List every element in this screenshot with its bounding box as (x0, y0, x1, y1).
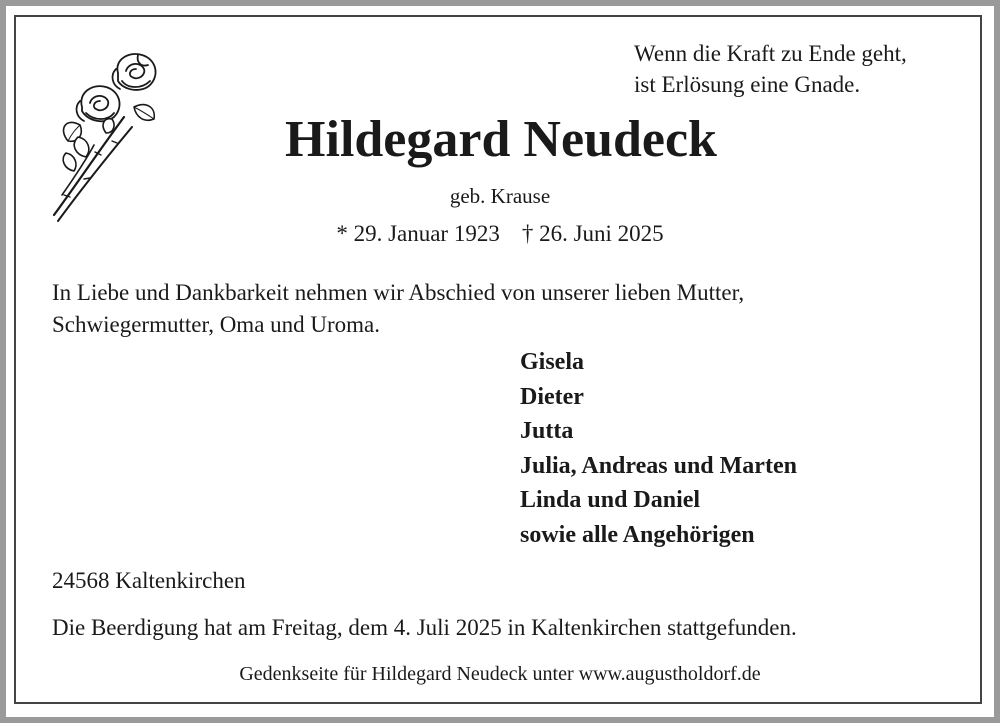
birth-name: geb. Krause (449, 184, 551, 208)
quote-line-2: ist Erlösung eine Gnade. (634, 72, 861, 97)
birth-date: * 29. Januar 1923 (336, 221, 500, 246)
mourner: Gisela (520, 349, 584, 375)
memorial-page-notice: Gedenkseite für Hildegard Neudeck unter www.augustholdorf.de (239, 663, 761, 685)
upper-rose (113, 54, 156, 90)
death-date: † 26. Juni 2025 (521, 221, 664, 246)
mourner: Jutta (520, 418, 574, 444)
deceased-name: Hildegard Neudeck (285, 111, 717, 168)
quote-line-1: Wenn die Kraft zu Ende geht, (634, 41, 907, 66)
location: 24568 Kaltenkirchen (52, 568, 246, 593)
farewell-text (52, 277, 952, 341)
mourner: Dieter (520, 383, 584, 410)
mourner: Julia, Andreas und Marten (520, 452, 797, 479)
mourner: sowie alle Angehörigen (520, 521, 755, 548)
mourners-list (520, 345, 960, 552)
quote (634, 38, 974, 100)
mourner: Linda und Daniel (520, 487, 701, 513)
funeral-notice: Die Beerdigung hat am Freitag, dem 4. Juli 2025 in Kaltenkirchen stattgefunden. (52, 615, 797, 640)
farewell-line-1: In Liebe und Dankbarkeit nehmen wir Abschied von unserer lieben Mutter, (52, 280, 745, 305)
life-dates (0, 218, 1000, 250)
farewell-line-2: Schwiegermutter, Oma und Uroma. (52, 312, 381, 337)
